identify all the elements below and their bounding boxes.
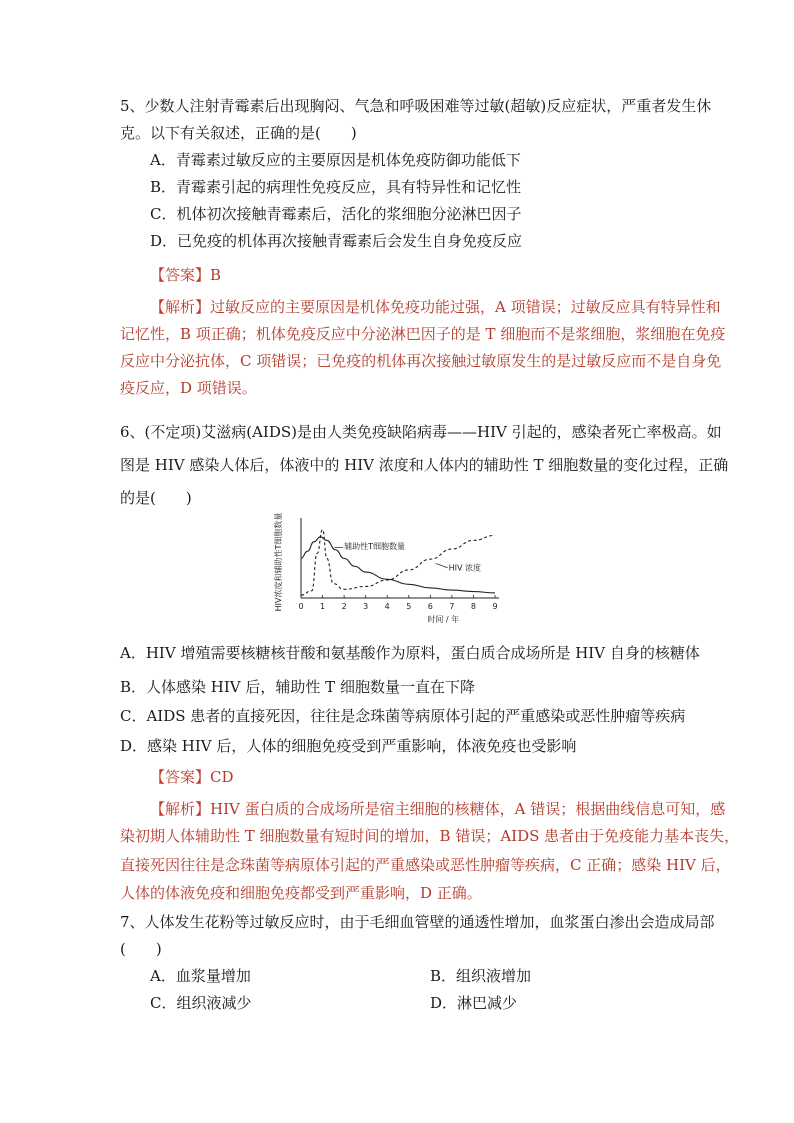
- q6-stem-line-3: 的是( ): [120, 489, 192, 507]
- q6-analysis-line-2: 染初期人体辅助性 T 细胞数量有短时间的增加，B 错误；AIDS 患者由于免疫能力基本丧失，: [120, 827, 740, 845]
- q5-option-c: C．机体初次接触青霉素后，活化的浆细胞分泌淋巴因子: [150, 205, 522, 223]
- q6-answer-tag: 【答案】: [150, 768, 211, 786]
- q6-stem-line-1: 6、(不定项)艾滋病(AIDS)是由人类免疫缺陷病毒——HIV 引起的，感染者死亡率极高。如: [120, 423, 722, 441]
- x-axis-label: 时间 / 年: [427, 615, 460, 624]
- x-tick-label: 6: [427, 602, 433, 611]
- q6-analysis-tag: 【解析】: [150, 800, 211, 818]
- q5-analysis-line-3: 反应中分泌抗体，C 项错误；已免疫的机体再次接触过敏原发生的是过敏反应而不是自身免: [120, 352, 722, 370]
- q5-analysis-line-2: 记忆性，B 项正确；机体免疫反应中分泌淋巴因子的是 T 细胞而不是浆细胞，浆细胞在免疫: [120, 325, 726, 343]
- q6-analysis-line-1: [150, 799, 725, 819]
- q7-option-a: A．血浆量增加: [150, 967, 251, 985]
- q7-stem-line-1: 7、人体发生花粉等过敏反应时，由于毛细血管壁的通透性增加，血浆蛋白渗出会造成局部: [120, 913, 715, 931]
- q5-analysis-line-4: 疫反应，D 项错误。: [120, 379, 257, 397]
- hiv-concentration-curve: [301, 530, 495, 596]
- q5-analysis-text-1: 过敏反应的主要原因是机体免疫功能过强，A 项错误；过敏反应具有特异性和: [210, 298, 721, 316]
- q6-answer-line: [150, 767, 234, 787]
- q5-answer-line: [150, 265, 221, 285]
- x-tick-label: 9: [492, 602, 498, 611]
- q5-answer: B: [210, 266, 222, 284]
- q5-option-a: A．青霉素过敏反应的主要原因是机体免疫防御功能低下: [150, 151, 521, 169]
- x-tick-label: 0: [298, 602, 304, 611]
- q7-option-d: D．淋巴减少: [430, 994, 518, 1012]
- x-tick-label: 3: [363, 602, 369, 611]
- q5-analysis-tag: 【解析】: [150, 298, 211, 316]
- x-tick-label: 2: [341, 602, 347, 611]
- q5-option-b: B．青霉素引起的病理性免疫反应，具有特异性和记忆性: [150, 178, 522, 196]
- x-tick-label: 7: [449, 602, 455, 611]
- x-tick-label: 8: [470, 602, 476, 611]
- q6-analysis-text-1: HIV 蛋白质的合成场所是宿主细胞的核糖体，A 错误；根据曲线信息可知，感: [210, 800, 726, 818]
- x-tick-label: 4: [384, 602, 390, 611]
- hiv-concentration-leader: [436, 563, 448, 567]
- x-tick-label: 1: [320, 602, 326, 611]
- q5-stem-line-1: 5、少数人注射青霉素后出现胸闷、气急和呼吸困难等过敏(超敏)反应症状，严重者发生休: [120, 97, 712, 115]
- q7-option-b: B．组织液增加: [430, 967, 532, 985]
- q6-stem-line-2: 图是 HIV 感染人体后，体液中的 HIV 浓度和人体内的辅助性 T 细胞数量的变化过程，正确: [120, 456, 729, 474]
- helper-t-cell-label: 辅助性T细胞数量: [344, 542, 406, 552]
- x-tick-label: 5: [406, 602, 412, 611]
- q6-answer: CD: [210, 768, 234, 786]
- q7-stem-line-2: ( ): [120, 940, 162, 958]
- q6-analysis-line-4: 人体的体液免疫和细胞免疫都受到严重影响，D 正确。: [120, 884, 482, 902]
- y-axis-label: HIV浓度和辅助性T细胞数量: [274, 512, 283, 612]
- q6-option-b: B．人体感染 HIV 后，辅助性 T 细胞数量一直在下降: [120, 678, 475, 696]
- q5-stem-line-2: 克。以下有关叙述，正确的是( ): [120, 124, 357, 142]
- q5-answer-tag: 【答案】: [150, 266, 211, 284]
- q5-option-d: D．已免疫的机体再次接触青霉素后会发生自身免疫反应: [150, 232, 523, 250]
- q5-analysis-line-1: [150, 297, 721, 317]
- q6-option-c: C．AIDS 患者的直接死因，往往是念珠菌等病原体引起的严重感染或恶性肿瘤等疾病: [120, 707, 686, 725]
- q6-option-a: A．HIV 增殖需要核糖核苷酸和氨基酸作为原料，蛋白质合成场所是 HIV 自身的核糖体: [120, 644, 700, 662]
- q7-option-c: C．组织液减少: [150, 994, 252, 1012]
- hiv-chart-svg: [265, 512, 515, 628]
- hiv-concentration-label: HIV 浓度: [448, 563, 482, 573]
- q6-analysis-line-3: 直接死因往往是念珠菌等病原体引起的严重感染或恶性肿瘤等疾病，C 正确；感染 HIV 后，: [120, 856, 731, 874]
- hiv-chart: [265, 512, 515, 628]
- q6-option-d: D．感染 HIV 后，人体的细胞免疫受到严重影响，体液免疫也受影响: [120, 737, 577, 755]
